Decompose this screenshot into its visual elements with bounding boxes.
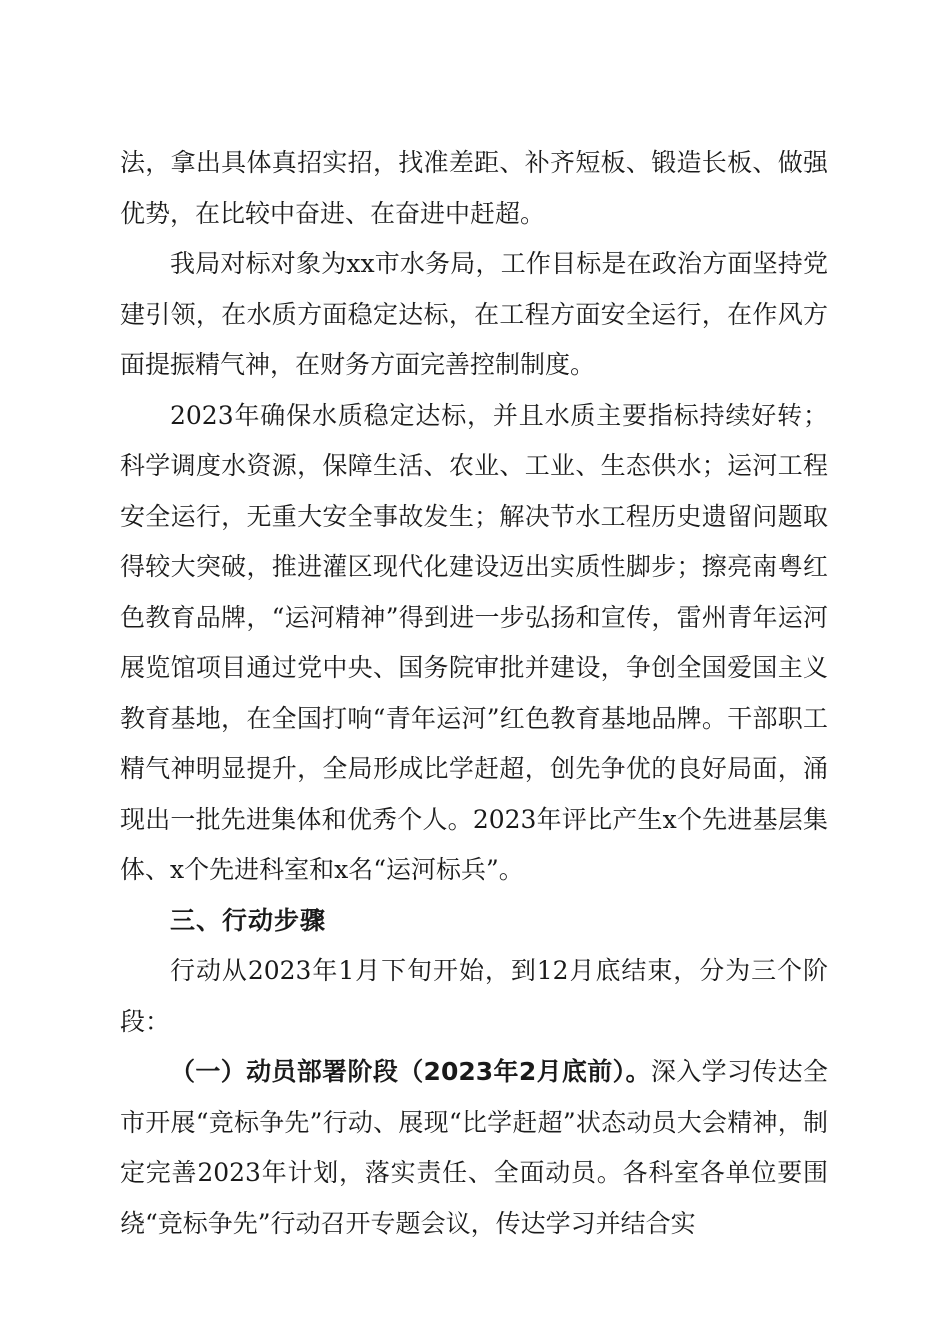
paragraph-stage-1 (120, 1047, 828, 1249)
paragraph-section-intro: 行动从2023年1月下旬开始，到12月底结束，分为三个阶段： (120, 956, 828, 1036)
section-heading: 三、行动步骤 (170, 905, 327, 935)
paragraph-benchmark: 我局对标对象为xx市水务局，工作目标是在政治方面坚持党建引领，在水质方面稳定达标，在工程方面安全运行，在作风方面提振精气神，在财务方面完善控制制度。 (120, 249, 828, 379)
paragraph-continued: 法，拿出具体真招实招，找准差距、补齐短板、锻造长板、做强优势，在比较中奋进、在奋进中赶超。 (120, 148, 828, 228)
stage-1-title: （一）动员部署阶段（2023年2月底前）。 (170, 1057, 651, 1086)
document-body (120, 138, 828, 1249)
stage-1-text: 深入学习传达全市开展“竞标争先”行动、展现“比学赶超”状态动员大会精神，制定完善2023年计划，落实责任、全面动员。各科室各单位要围绕“竞标争先”行动召开专题会议，传达学习并结合实 (120, 1057, 828, 1238)
paragraph-goals-2023: 2023年确保水质稳定达标，并且水质主要指标持续好转；科学调度水资源，保障生活、农业、工业、生态供水；运河工程安全运行，无重大安全事故发生；解决节水工程历史遗留问题取得较大突破，推进灌区现代化建设迈出实质性脚步；擦亮南粤红色教育品牌，“运河精神”得到进一步弘扬和宣传，雷州青年运河展览馆项目通过党中央、国务院审批并建设，争创全国爱国主义教育基地，在全国打响“青年运河”红色教育基地品牌。干部职工精气神明显提升，全局形成比学赶超，创先争优的良好局面，涌现出一批先进集体和优秀个人。2023年评比产生x个先进基层集体、x个先进科室和x名“运河标兵”。 (120, 400, 828, 884)
